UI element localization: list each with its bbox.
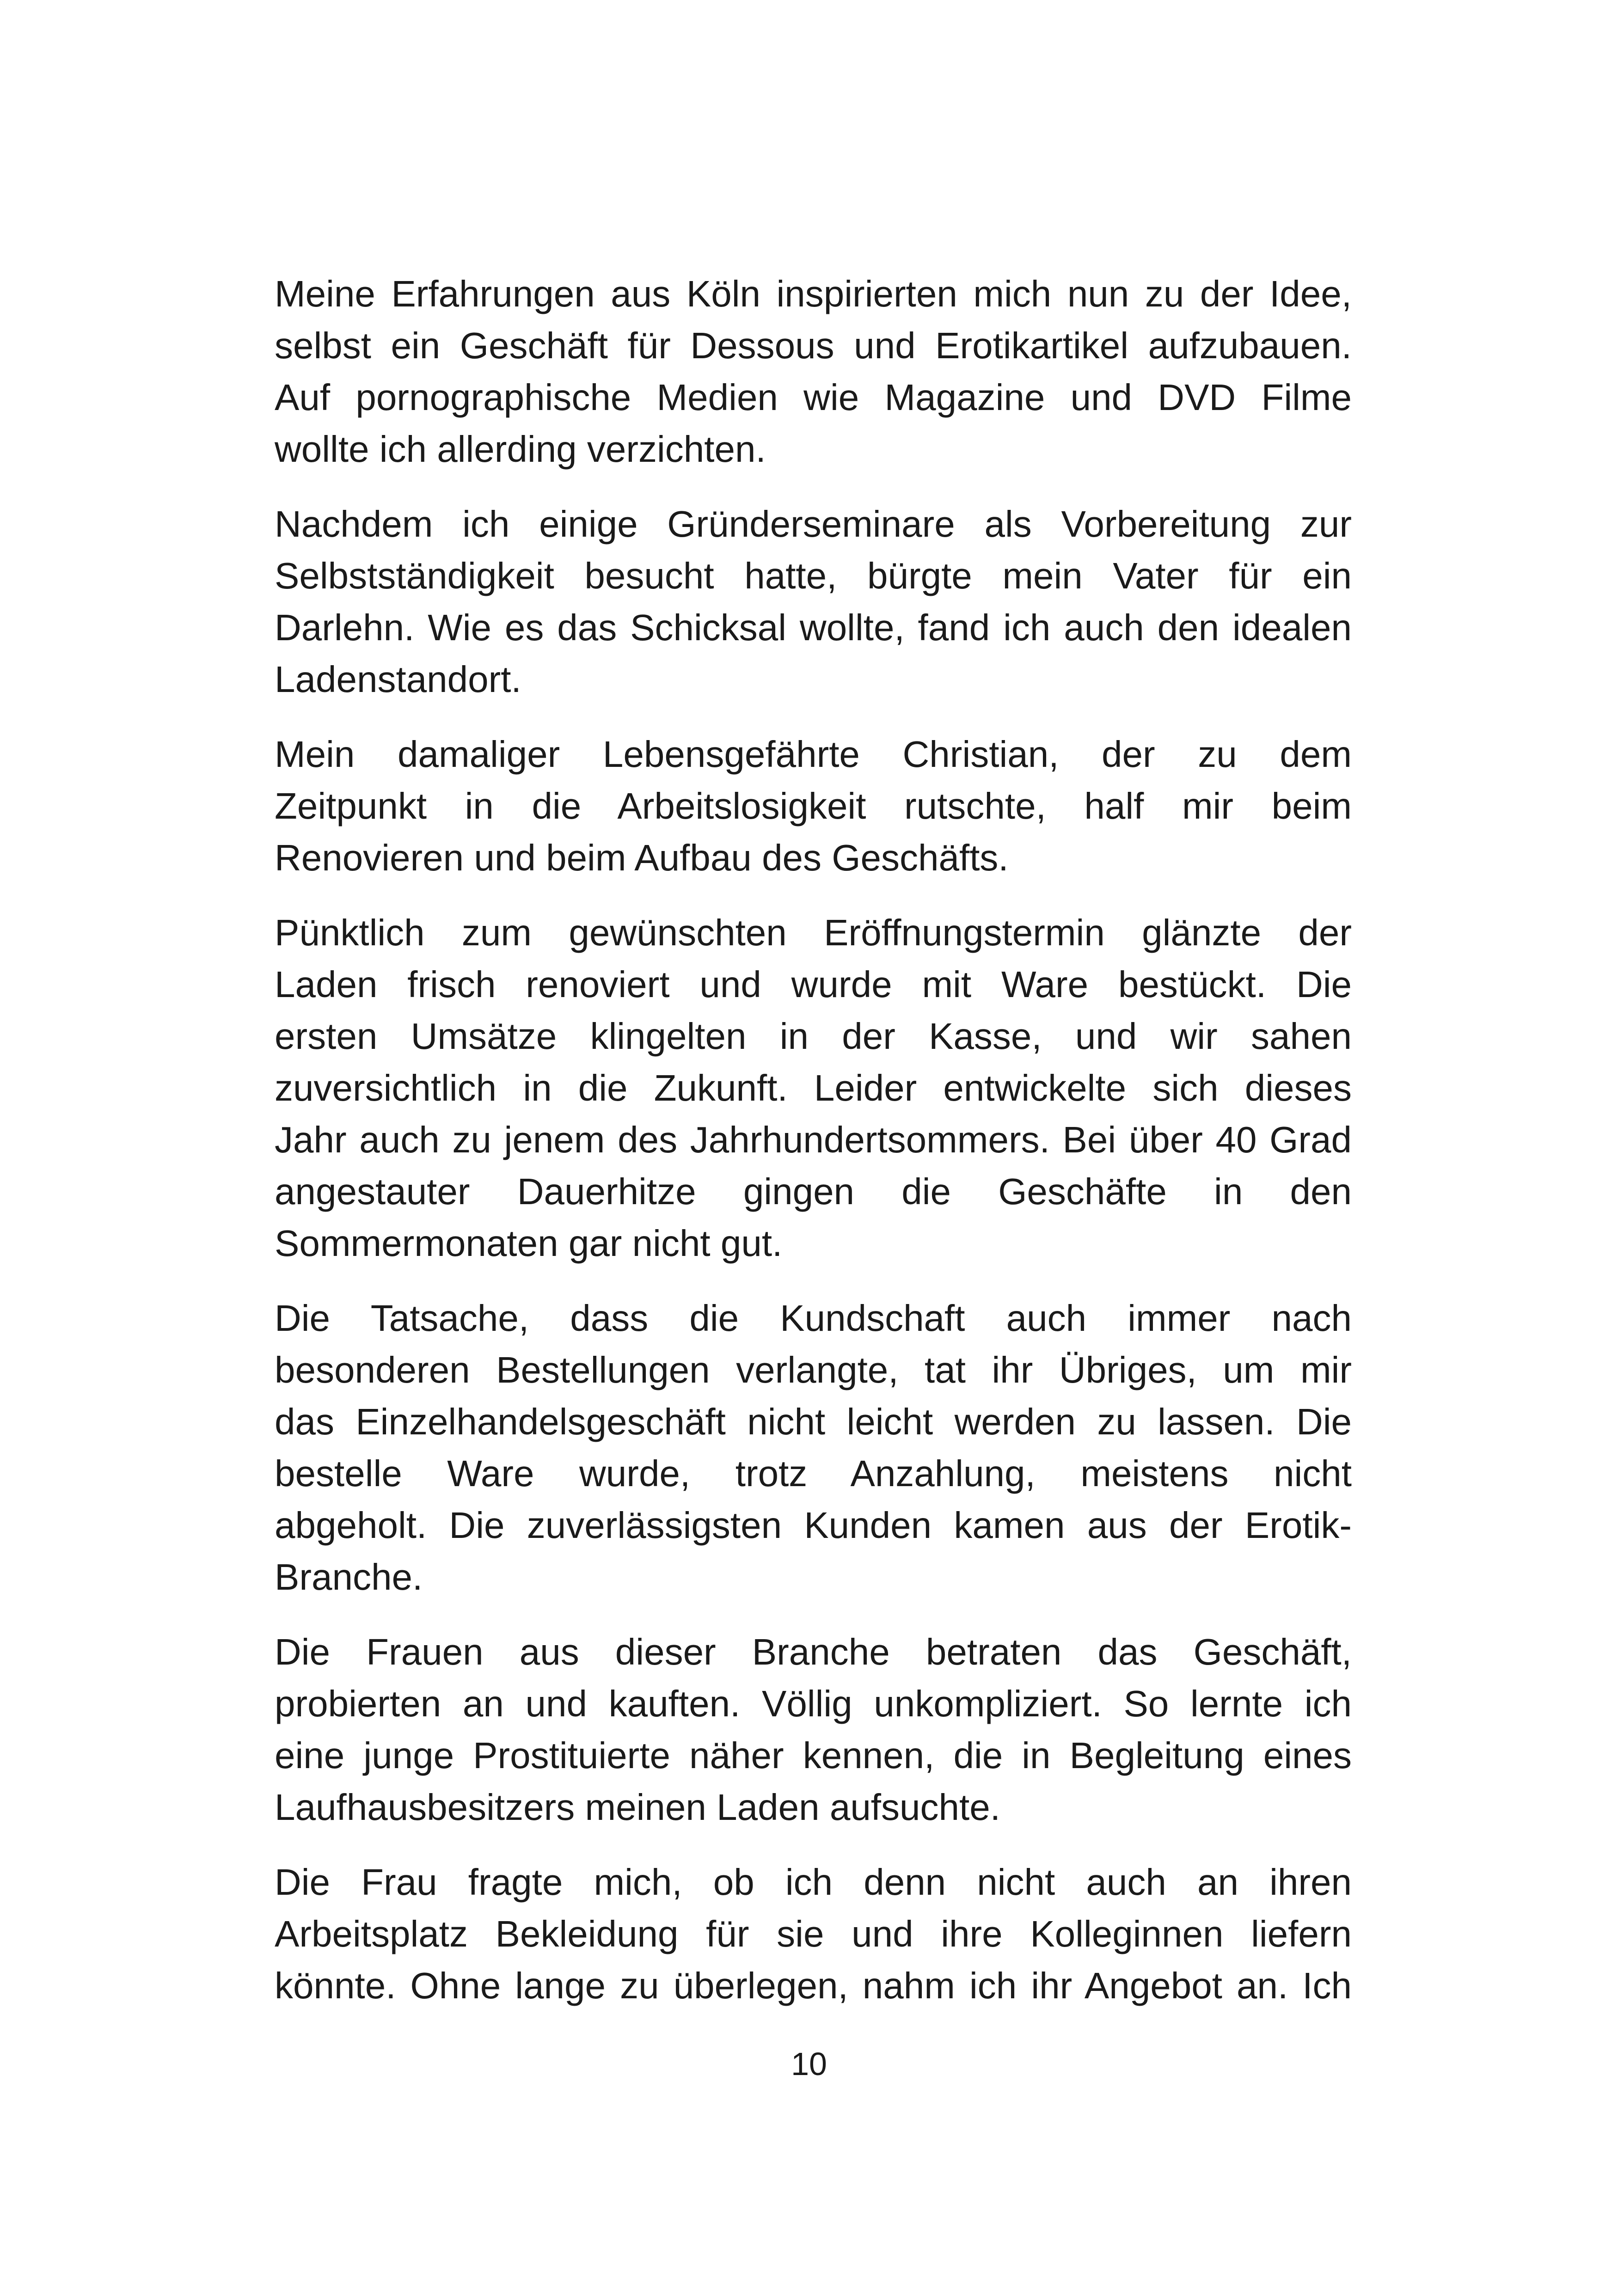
paragraph-2: [275, 498, 1352, 705]
text-line: Mein damaliger Lebensgefährte Christian, der zu dem: [275, 734, 1352, 775]
text-line: Sommermonaten gar nicht gut.: [275, 1223, 783, 1264]
text-line: Pünktlich zum gewünschten Eröffnungstermin glänzte der: [275, 912, 1352, 953]
text-line: Selbstständigkeit besucht hatte, bürgte mein Vater für ein: [275, 555, 1352, 596]
text-line: ersten Umsätze klingelten in der Kasse, und wir sahen: [275, 1016, 1352, 1057]
text-line: Arbeitsplatz Bekleidung für sie und ihre Kolleginnen liefern: [275, 1913, 1352, 1954]
text-line: wollte ich allerding verzichten.: [275, 429, 766, 470]
text-line: bestelle Ware wurde, trotz Anzahlung, meistens nicht: [275, 1453, 1352, 1494]
text-line: selbst ein Geschäft für Dessous und Erotikartikel aufzubauen.: [275, 325, 1352, 366]
text-line: Meine Erfahrungen aus Köln inspirierten mich nun zu der Idee,: [275, 273, 1352, 314]
paragraph-6: [275, 1626, 1352, 1833]
text-line: das Einzelhandelsgeschäft nicht leicht werden zu lassen. Die: [275, 1401, 1352, 1442]
text-line: Die Frau fragte mich, ob ich denn nicht auch an ihren: [275, 1861, 1352, 1903]
page-number: 10: [791, 2046, 827, 2082]
text-line: Nachdem ich einige Gründerseminare als Vorbereitung zur: [275, 503, 1352, 545]
body-text: [275, 268, 1352, 2035]
text-line: Laden frisch renoviert und wurde mit Ware bestückt. Die: [275, 964, 1352, 1005]
paragraph-7: [275, 1856, 1352, 2012]
paragraph-5: [275, 1292, 1352, 1603]
text-line: probierten an und kauften. Völlig unkompliziert. So lernte ich: [275, 1683, 1352, 1724]
paragraph-3: [275, 729, 1352, 884]
text-line: Auf pornographische Medien wie Magazine und DVD Filme: [275, 377, 1352, 418]
paragraph-4: [275, 907, 1352, 1269]
text-line: Jahr auch zu jenem des Jahrhundertsommers. Bei über 40 Grad: [275, 1119, 1352, 1160]
text-line: eine junge Prostituierte näher kennen, die in Begleitung eines: [275, 1735, 1352, 1776]
text-line: könnte. Ohne lange zu überlegen, nahm ich ihr Angebot an. Ich: [275, 1965, 1352, 2006]
text-line: Branche.: [275, 1556, 423, 1598]
text-line: Zeitpunkt in die Arbeitslosigkeit rutschte, half mir beim: [275, 785, 1352, 827]
text-line: besonderen Bestellungen verlangte, tat ihr Übriges, um mir: [275, 1349, 1352, 1390]
text-line: Die Tatsache, dass die Kundschaft auch immer nach: [275, 1298, 1352, 1339]
text-line: Die Frauen aus dieser Branche betraten das Geschäft,: [275, 1631, 1352, 1672]
text-line: Laufhausbesitzers meinen Laden aufsuchte.: [275, 1787, 1000, 1828]
paragraph-1: [275, 268, 1352, 475]
text-line: abgeholt. Die zuverlässigsten Kunden kamen aus der Erotik-: [275, 1505, 1352, 1546]
text-line: angestauter Dauerhitze gingen die Geschäfte in den: [275, 1171, 1352, 1212]
text-line: Renovieren und beim Aufbau des Geschäfts.: [275, 837, 1009, 878]
text-line: zuversichtlich in die Zukunft. Leider entwickelte sich dieses: [275, 1067, 1352, 1108]
text-line: Darlehn. Wie es das Schicksal wollte, fand ich auch den idealen: [275, 607, 1352, 648]
text-line: Ladenstandort.: [275, 659, 521, 700]
